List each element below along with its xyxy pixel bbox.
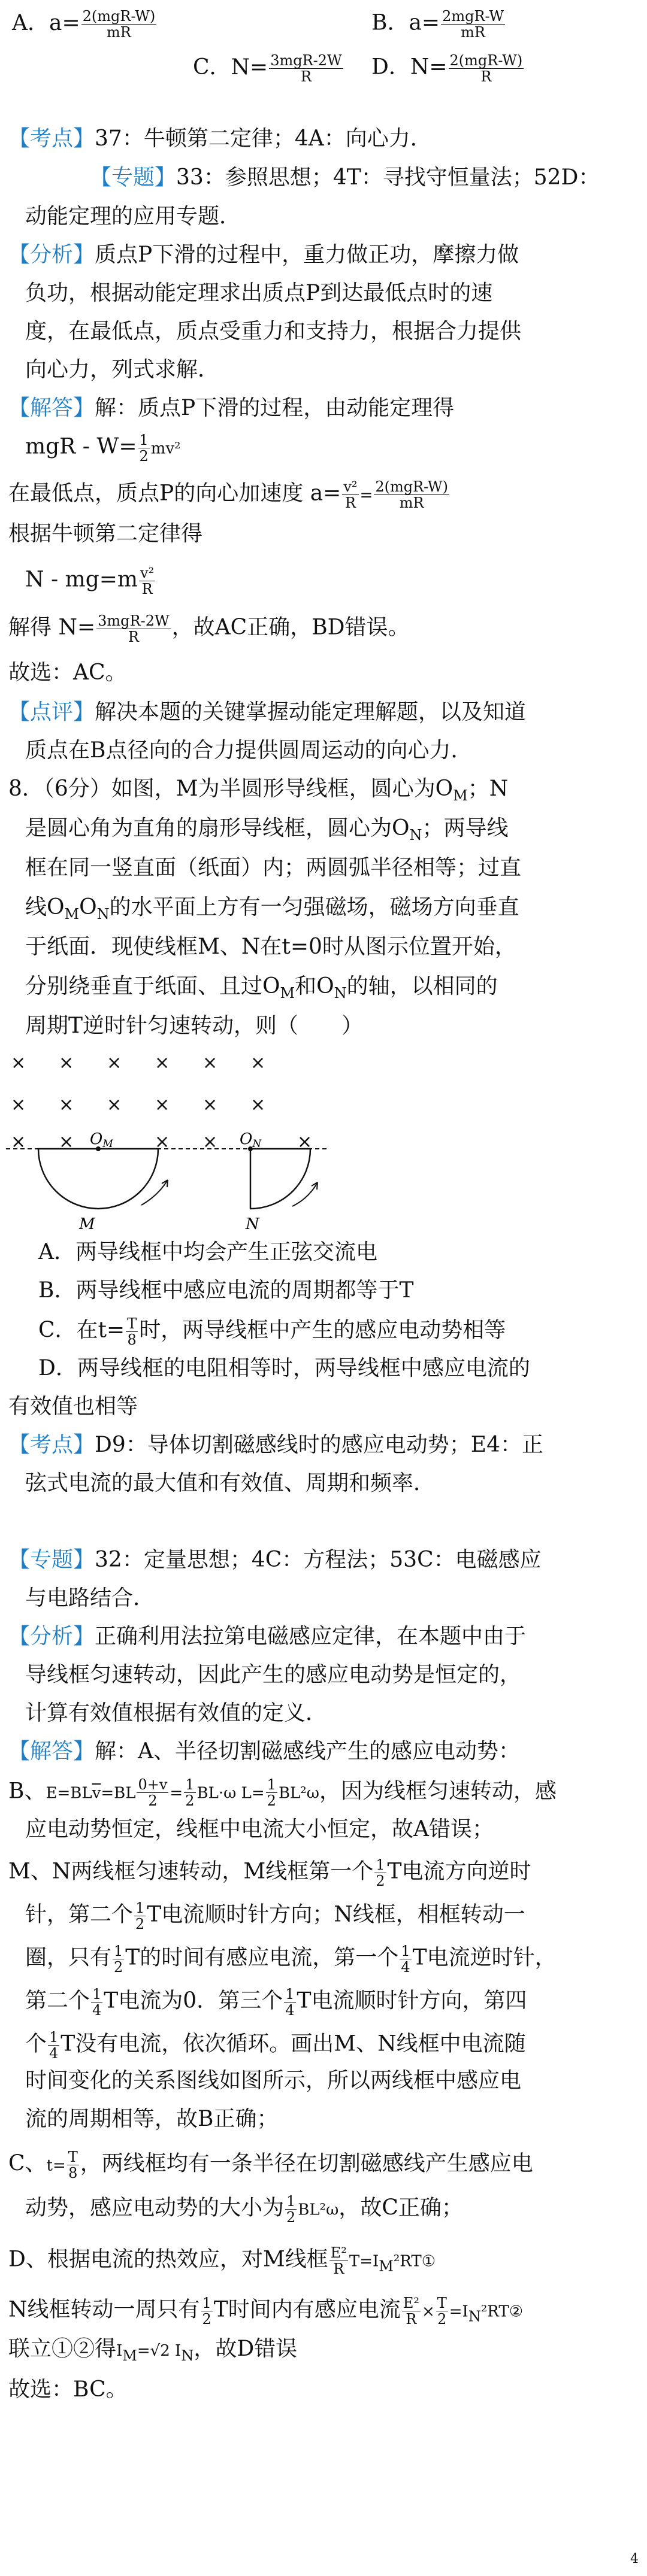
q8-diagram (0, 1045, 335, 1236)
cross-mark: × (297, 1131, 313, 1152)
cross-mark: × (59, 1094, 74, 1115)
q7-acc: 在最低点，质点P的向心加速度 a= $\frac{\text{v²}}{R}$ = $\frac{\text{2(mgR-W)}}{mR}$ (8, 478, 448, 511)
q8-jieda-B: B、$E=BL\overline{v}=BL$ $\frac{0+v}{2}$ = $\frac{1}{2}$ BL·ω L= $\frac{1}{2}$ BL²ω，因为线框匀速转动，感 (8, 1776, 557, 1809)
frame-N (250, 1149, 310, 1209)
q8-option-A: A．两导线框中均会产生正弦交流电 (38, 1240, 377, 1264)
q8-zhuanti: 【专题】32：定量思想；4C：方程法；53C：电磁感应 (8, 1548, 542, 1572)
q7-dianping: 【点评】解决本题的关键掌握动能定理解题，以及知道 (8, 700, 527, 724)
q7-eq2: N - mg=m $\frac{\text{v²}}{R}$ (25, 565, 155, 597)
q7-kaodian: 【考点】37：牛顿第二定律；4A：向心力． (8, 126, 432, 151)
page-number: 4 (630, 2551, 639, 2566)
frame-M (38, 1149, 158, 1209)
q8-answer: 故选：BC。 (8, 2377, 128, 2402)
label-OM: OM (90, 1130, 113, 1150)
q8-jieda-MN: M、N两线框匀速转动，M线框第一个 $\frac{1}{2}$ T电流方向逆时 (8, 1856, 531, 1889)
q7-answer: 故选：AC。 (8, 660, 127, 685)
cross-mark: × (11, 1094, 26, 1115)
q8-fenxi: 【分析】正确利用法拉第电磁感应定律，在本题中由于 (8, 1624, 527, 1649)
cross-mark: × (11, 1131, 26, 1152)
cross-mark: × (202, 1094, 218, 1115)
q8-lianli: 联立①②得$I_M=√2$ $I_N$，故D错误 (8, 2337, 298, 2365)
cross-mark: × (202, 1052, 218, 1073)
cross-mark: × (202, 1131, 218, 1152)
label-ON: ON (240, 1130, 262, 1150)
cross-mark: × (155, 1131, 170, 1152)
option-A: A．a= $\frac{\text{2(mgR-W)}}{mR}$ B．a= $\frac{\text{2mgR-W}}{mR}$ (8, 8, 637, 40)
q7-jieda: 【解答】解：质点P下滑的过程，由动能定理得 (8, 396, 455, 420)
cross-mark: × (107, 1094, 122, 1115)
magnetic-field-crosses (11, 1052, 312, 1152)
q8-kaodian: 【考点】D9：导体切割磁感线时的感应电动势；E4：正 (8, 1433, 543, 1457)
cross-mark: × (11, 1052, 26, 1073)
cross-mark: × (59, 1131, 74, 1152)
q7-solve: 解得 N= $\frac{\text{3mgR-2W}}{R}$ ，故AC正确，BD错误。 (8, 612, 410, 645)
q8-jieda: 【解答】解：A、半径切割磁感线产生的感应电动势： (8, 1739, 521, 1764)
rotation-arrow-N (292, 1182, 318, 1206)
document-page: A．a= $\frac{\text{2(mgR-W)}}{mR}$ B．a= $\frac{\text{2mgR-W}}{mR}$ C．N= $\frac{\text{3mgR-2W}}{R}$ D．N= $\frac{\text{2(mgR-W)}}{R}$ 【考点】37：牛顿第二定律；4A：向心力． 【专题】33：参照思想；4T：寻找守恒量法；52D： 动能定理的应用专题． 【分析】质点P下滑的过程中，重力做正功，摩擦力做 负功，根据动能定理求出质点P到达最低点时的速 度，在最低点，质点受重力和支持力，根据合力提供 向心力，列式求解． 【解答】解：质点P下滑的过程，由动能定理得 mgR - W= $\frac{1}{2}$ mv² 在最低点，质点P的向心加速度 a= $\frac{\text{v²}}{R}$ = $\frac{\text{2(mgR-W)}}{mR}$ 根据牛顿第二定律得 N - mg=m $\frac{\text{v²}}{R}$ 解得 N= $\frac{\text{3mgR-2W}}{R}$ ，故AC正确，BD错误。 故选：AC。 【点评】解决本题的关键掌握动能定理解题，以及知道 质点在B点径向的合力提供圆周运动的向心力． 8．（6分）如图，M为半圆形导线框，圆心为$O_M$；N 是圆心角为直角的扇形导线框，圆心为$O_N$；两导线 框在同一竖直面（纸面）内；两圆弧半径相等；过直 线$O_MO_N$的水平面上方有一匀强磁场，磁场方向垂直 于纸面．现使线框M、N在t=0时从图示位置开始， 分别绕垂直于纸面、且过$O_M$和$O_N$的轴，以相同的 周期T逆时针匀速转动，则（ ） × × × × × × × × × × × × × × × × × OM M ON N A．两导线框中均会产生正弦交流电 B．两导线框中感应电流的周期都等于T C．在t= $\frac{T}{8}$ 时，两导线框中产生的感应电动势相等 D．两导线框的电阻相等时，两导线框中感应电流的 有效值也相等 【考点】D9：导体切割磁感线时的感应电动势；E4：正 弦式电流的最大值和有效值、周期和频率． 【专题】32：定量思想；4C：方程法；53C：电磁感应 与电路结合． 【分析】正确利用法拉第电磁感应定律，在本题中由于 导线框匀速转动，因此产生的感应电动势是恒定的， 计算有效值根据有效值的定义． 【解答】解：A、半径切割磁感线产生的感应电动势： B、$E=BL\overline{v}=BL$ $\frac{0+v}{2}$ = $\frac{1}{2}$ BL·ω L= $\frac{1}{2}$ BL²ω，因为线框匀速转动，感 应电动势恒定，线框中电流大小恒定，故A错误； M、N两线框匀速转动，M线框第一个 $\frac{1}{2}$ T电流方向逆时 针，第二个 $\frac{1}{2}$ T电流顺时针方向；N线框，相框转动一 圈，只有 $\frac{1}{2}$ T的时间有感应电流，第一个 $\frac{1}{4}$ T电流逆时针， 第二个 $\frac{1}{4}$ T电流为0．第三个 $\frac{1}{4}$ T电流顺时针方向，第四 个 $\frac{1}{4}$ T没有电流，依次循环。画出M、N线框中电流随 时间变化的关系图线如图所示，所以两线框中感应电 流的周期相等，故B正确； C、t= $\frac{T}{8}$ ，两线框均有一条半径在切割磁感线产生感应电 动势，感应电动势的大小为 $\frac{1}{2}$ BL²ω，故C正确； D、根据电流的热效应，对M线框 $\frac{\text{E²}}{R}$ $T=I_M^2RT①$ N线框转动一周只有 $\frac{1}{2}$ T时间内有感应电流 $\frac{\text{E²}}{R}$ × $\frac{T}{2}$ $=I_N^2RT②$ 联立①②得$I_M=√2$ $I_N$，故D错误 故选：BC。 4 (0, 0, 647, 2576)
q8-jieda-D: D、根据电流的热效应，对M线框 $\frac{\text{E²}}{R}$ $T=I_M^2RT①$ (8, 2244, 436, 2277)
cross-mark: × (155, 1052, 170, 1073)
q8-jieda-C: C、t= $\frac{T}{8}$ ，两线框均有一条半径在切割磁感线产生感应电 (8, 2149, 533, 2181)
cross-mark: × (250, 1094, 266, 1115)
cross-mark: × (107, 1052, 122, 1073)
q8-jieda-N: N线框转动一周只有 $\frac{1}{2}$ T时间内有感应电流 $\frac{\text{E²}}{R}$ × $\frac{T}{2}$ $=I_N^2RT②$ (8, 2295, 524, 2328)
q8-option-C: C．在t= $\frac{T}{8}$ 时，两导线框中产生的感应电动势相等 (38, 1315, 506, 1348)
cross-mark: × (155, 1094, 170, 1115)
q8-option-D: D．两导线框的电阻相等时，两导线框中感应电流的 (38, 1356, 530, 1380)
cross-mark: × (250, 1052, 266, 1073)
label-N: N (246, 1215, 259, 1233)
option-C-D: C．N= $\frac{\text{3mgR-2W}}{R}$ D．N= $\frac{\text{2(mgR-W)}}{R}$ (193, 52, 523, 85)
q8-stem: 8．（6分）如图，M为半圆形导线框，圆心为$O_M$；N (8, 776, 509, 805)
cross-mark: × (59, 1052, 74, 1073)
q8-option-B: B．两导线框中感应电流的周期都等于T (38, 1278, 414, 1303)
q7-fenxi: 【分析】质点P下滑的过程中，重力做正功，摩擦力做 (8, 242, 519, 267)
option-B: B．a= $\frac{\text{2mgR-W}}{mR}$ (371, 8, 504, 41)
q7-eq1: mgR - W= $\frac{1}{2}$ mv² (25, 432, 181, 465)
rotation-arrow-M (141, 1180, 168, 1205)
q7-zhuanti: 【专题】33：参照思想；4T：寻找守恒量法；52D： (90, 165, 600, 190)
label-M: M (79, 1215, 95, 1233)
